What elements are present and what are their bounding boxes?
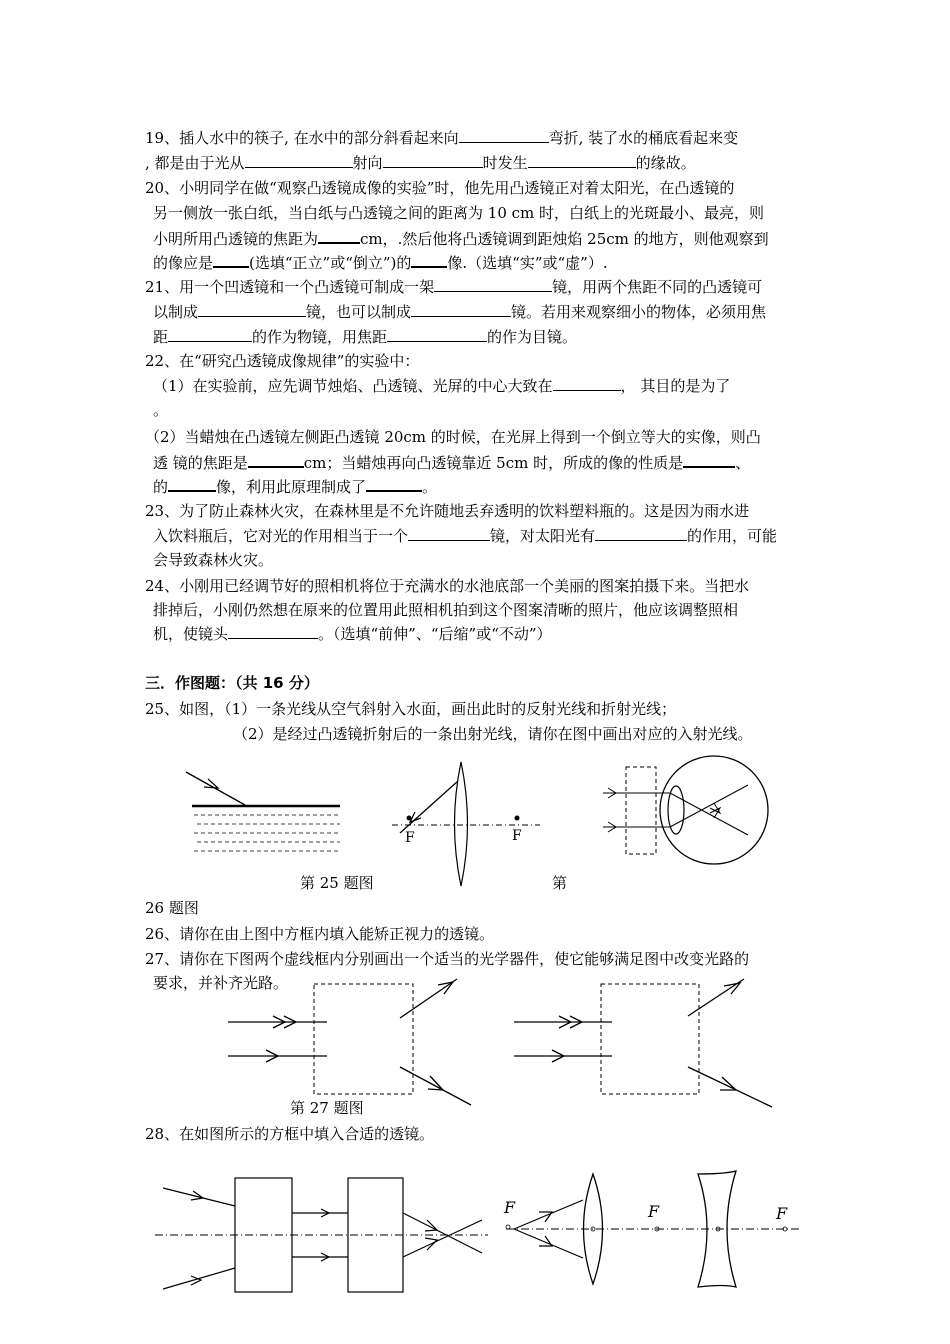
- q20-line1: 20、小明同学在做“观察凸透镜成像的实验”时，他先用凸透镜正对着太阳光，在凸透镜的: [145, 179, 735, 197]
- answer-blank[interactable]: [168, 327, 252, 342]
- answer-blank[interactable]: [434, 277, 552, 292]
- q22-line1: 22、在“研究凸透镜成像规律”的实验中：: [145, 352, 420, 370]
- q23-line1: 23、为了防止森林火灾，在森林里是不允许随地丢弃透明的饮料塑料瓶的。这是因为雨水进: [145, 502, 750, 520]
- answer-blank[interactable]: [228, 624, 318, 639]
- q19-line2: , 都是由于光从 射向 时发生 的缘故。: [145, 154, 696, 172]
- q27-line1: 27、请你在下图两个虚线框内分别画出一个适当的光学器件，使它能够满足图中改变光路的: [145, 950, 750, 968]
- answer-blank[interactable]: [318, 228, 360, 244]
- q22-line4: （2）当蜡烛在凸透镜左侧距凸透镜 20cm 的时候，在光屏上得到一个倒立等大的实像，则凸: [145, 428, 761, 446]
- q22-line5: 透 镜的焦距是 cm；当蜡烛再向凸透镜靠近 5cm 时，所成的像的性质是 、: [153, 454, 751, 472]
- q22-line3: 。: [153, 401, 169, 419]
- focus-label-28-middle: F: [648, 1202, 660, 1221]
- answer-blank[interactable]: [383, 153, 483, 168]
- answer-blank[interactable]: [528, 153, 636, 168]
- q20-line2: 另一侧放一张白纸，当白纸与凸透镜之间的距离为 10 cm 时，白纸上的光斑最小、最亮，则: [153, 204, 765, 222]
- answer-blank[interactable]: [411, 252, 447, 268]
- q27-line2: 要求，并补齐光路。: [153, 974, 289, 992]
- answer-blank[interactable]: [459, 128, 549, 143]
- figure-27-caption: 第 27 题图: [290, 1099, 364, 1117]
- q20-line4: 的像应是 (选填“正立”或“倒立”)的 像.（选填“实”或“虚”）.: [153, 254, 608, 272]
- figure-25-caption: 第 25 题图: [300, 874, 374, 892]
- answer-blank[interactable]: [366, 476, 422, 492]
- q21-line3: 距 的作为物镜，用焦距 的作为目镜。: [153, 328, 578, 346]
- focus-label-left: F: [405, 830, 415, 846]
- answer-blank[interactable]: [248, 452, 304, 468]
- answer-blank[interactable]: [553, 376, 621, 391]
- focus-label-28-right: F: [776, 1204, 788, 1223]
- q21-line1: 21、用一个凹透镜和一个凸透镜可制成一架 镜，用两个焦距不同的凸透镜可: [145, 278, 763, 296]
- answer-blank[interactable]: [411, 302, 511, 317]
- answer-blank[interactable]: [168, 476, 216, 492]
- figure-26-caption-part1: 第: [552, 874, 568, 892]
- q28-line1: 28、在如图所示的方框中填入合适的透镜。: [145, 1125, 435, 1143]
- q20-line3: 小明所用凸透镜的焦距为 cm，.然后他将凸透镜调到距烛焰 25cm 的地方，则他观察到: [153, 230, 769, 248]
- q26-line1: 26、请你在由上图中方框内填入能矫正视力的透镜。: [145, 925, 495, 943]
- q23-line3: 会导致森林火灾。: [153, 551, 274, 569]
- answer-blank[interactable]: [198, 302, 306, 317]
- q23-line2: 入饮料瓶后，它对光的作用相当于一个 镜，对太阳光有 的作用，可能: [153, 527, 778, 545]
- q24-line1: 24、小刚用已经调节好的照相机将位于充满水的水池底部一个美丽的图案拍摄下来。当把水: [145, 577, 750, 595]
- figure-26-caption-part2: 26 题图: [145, 899, 199, 917]
- answer-blank[interactable]: [408, 526, 490, 541]
- answer-blank[interactable]: [683, 452, 735, 468]
- q24-line2: 排掉后，小刚仍然想在原来的位置用此照相机拍到这个图案清晰的照片，他应该调整照相: [153, 601, 739, 619]
- answer-blank[interactable]: [387, 327, 487, 342]
- q24-line3: 机，使镜头 。（选填“前伸”、“后缩”或“不动”）: [153, 625, 552, 643]
- section-heading: 三．作图题：（共 16 分）: [145, 674, 319, 692]
- answer-blank[interactable]: [245, 153, 353, 168]
- focus-label-28-left: F: [504, 1198, 516, 1217]
- answer-blank[interactable]: [213, 252, 249, 268]
- q19-line1: 19、插人水中的筷子, 在水中的部分斜看起来向 弯折, 装了水的桶底看起来变: [145, 129, 739, 147]
- q25-line1: 25、如图，（1）一条光线从空气斜射入水面，画出此时的反射光线和折射光线；: [145, 700, 677, 718]
- answer-blank[interactable]: [595, 526, 687, 541]
- q21-line2: 以制成 镜，也可以制成 镜。若用来观察细小的物体，必须用焦: [153, 303, 767, 321]
- q22-line2: （1）在实验前，应先调节烛焰、凸透镜、光屏的中心大致在 ， 其目的是为了: [153, 377, 731, 395]
- q25-line2: （2）是经过凸透镜折射后的一条出射光线，请你在图中画出对应的入射光线。: [233, 725, 753, 743]
- q22-line6: 的 像，利用此原理制成了 。: [153, 478, 438, 496]
- focus-label-right: F: [512, 828, 522, 844]
